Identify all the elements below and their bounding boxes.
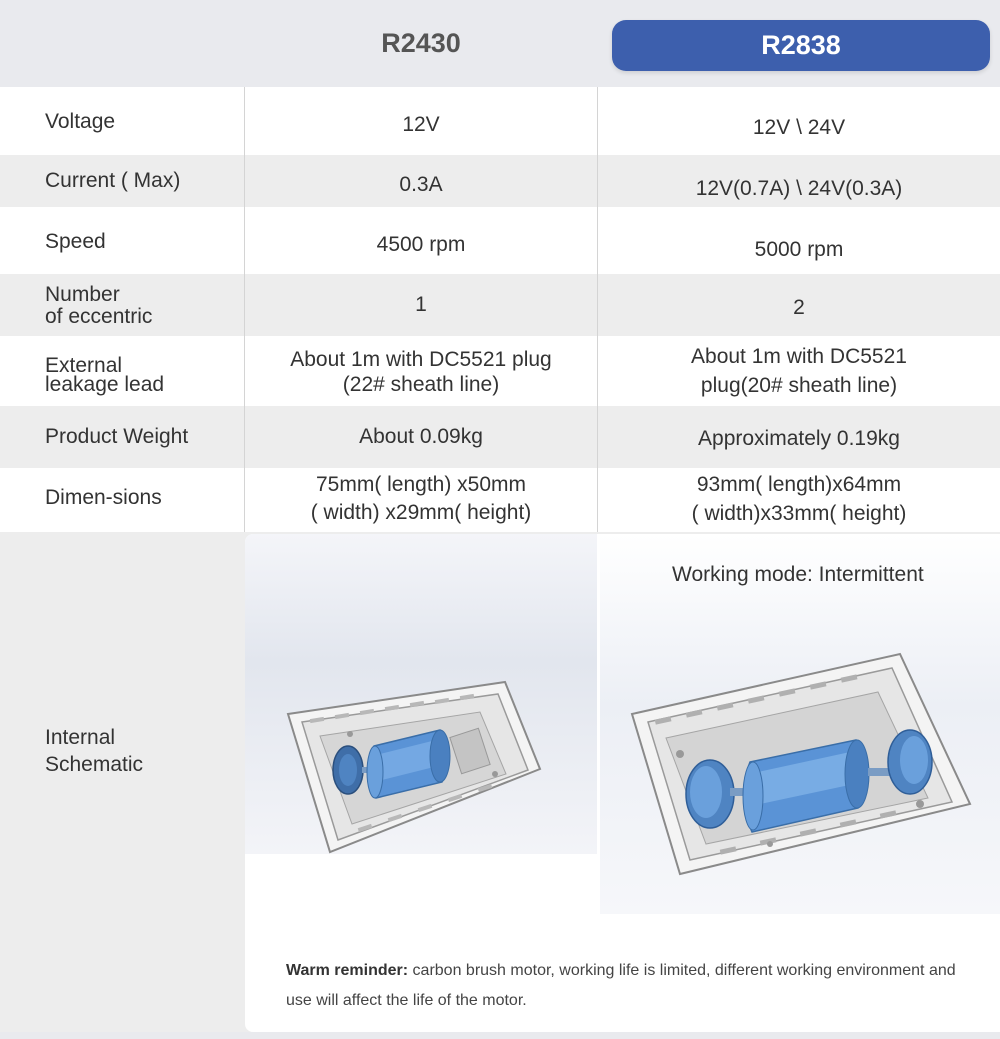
- row-label: Current ( Max): [45, 169, 181, 192]
- row-label: Product Weight: [45, 425, 189, 448]
- cell-line: About 1m with DC5521: [691, 345, 907, 368]
- row-label-line: leakage lead: [45, 373, 165, 396]
- cell-r2430: About 0.09kg: [359, 425, 483, 448]
- cell-r2838: [598, 470, 1000, 528]
- cell-line: 93mm( length)x64mm: [696, 473, 902, 496]
- bottom-border: [0, 1032, 1000, 1039]
- row-label-line: Number: [45, 283, 120, 306]
- cell-r2430: 0.3A: [399, 173, 443, 196]
- row-label: [45, 284, 152, 328]
- column-divider: [244, 87, 245, 532]
- row-label: Voltage: [45, 110, 116, 133]
- working-mode-note: Working mode: Intermittent: [672, 563, 924, 586]
- cell-r2430: 1: [415, 293, 427, 316]
- cell-line: plug(20# sheath line): [700, 374, 898, 397]
- table-header: [0, 0, 1000, 87]
- cell-r2430: 4500 rpm: [376, 233, 466, 256]
- cell-line: ( width)x33mm( height): [691, 502, 907, 525]
- table-row-dimensions: [0, 468, 1000, 532]
- cell-r2838: Approximately 0.19kg: [698, 427, 900, 450]
- reminder-text: carbon brush motor, working life is limited, different working environment and use will affect the life of the motor.: [286, 962, 956, 1009]
- row-label-line: of eccentric: [45, 305, 153, 328]
- cell-r2430: 12V: [402, 113, 440, 136]
- reminder-title: Warm reminder:: [286, 962, 409, 979]
- table-row-speed: [0, 207, 1000, 274]
- row-label-line: Internal: [45, 726, 116, 749]
- row-label: [45, 724, 143, 778]
- model-b-heading: R2838: [612, 20, 990, 71]
- cell-r2838: [598, 342, 1000, 400]
- r2838-schematic-image: [620, 644, 980, 884]
- row-label: [45, 356, 164, 394]
- cell-r2838: 2: [793, 296, 805, 319]
- row-label: Dimen-sions: [45, 486, 162, 509]
- cell-r2838: 12V \ 24V: [752, 116, 846, 139]
- table-row-lead: [0, 336, 1000, 406]
- cell-line: ( width) x29mm( height): [310, 501, 532, 524]
- table-row-voltage: [0, 87, 1000, 155]
- cell-r2430: [245, 347, 597, 397]
- column-divider: [597, 87, 598, 532]
- cell-line: About 1m with DC5521 plug: [290, 348, 552, 371]
- cell-r2838: 5000 rpm: [754, 238, 844, 261]
- table-row-weight: [0, 406, 1000, 468]
- r2430-schematic-image: [280, 674, 580, 864]
- row-label-line: External: [45, 354, 123, 377]
- cell-r2430: [245, 471, 597, 527]
- table-row-current: [0, 155, 1000, 207]
- row-label: Speed: [45, 230, 106, 253]
- row-label-line: Schematic: [45, 753, 144, 776]
- cell-r2838: 12V(0.7A) \ 24V(0.3A): [695, 177, 903, 200]
- model-a-heading: R2430: [381, 28, 461, 58]
- warm-reminder: [286, 956, 976, 1016]
- cell-line: 75mm( length) x50mm: [315, 473, 527, 496]
- cell-line: (22# sheath line): [342, 373, 500, 396]
- table-row-eccentric: [0, 274, 1000, 336]
